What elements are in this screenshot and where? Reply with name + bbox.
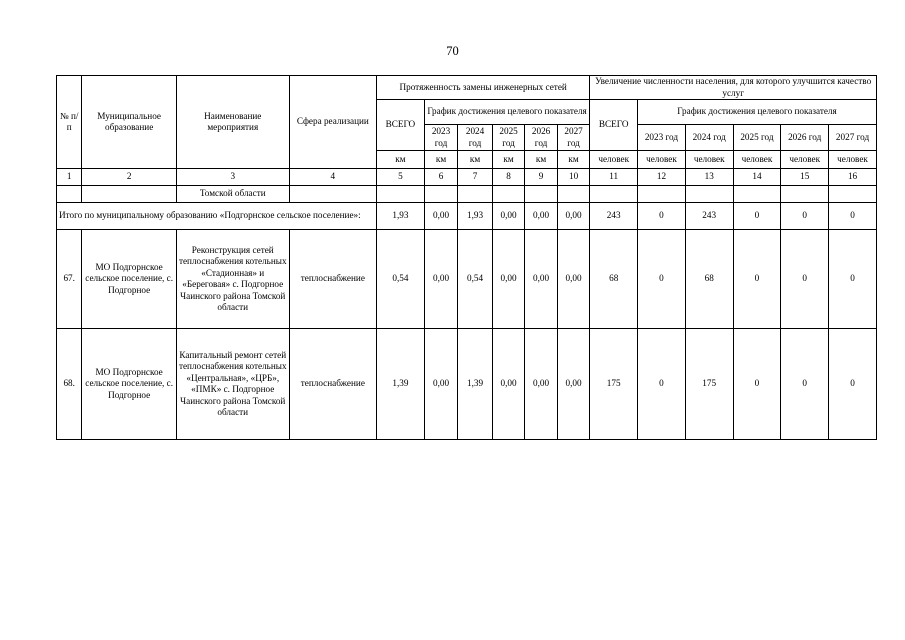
col-number: 11: [590, 169, 638, 186]
column-numbers-row: [57, 169, 877, 186]
row-value: 0,00: [525, 230, 558, 329]
col-number: 12: [638, 169, 686, 186]
col-number: 2: [82, 169, 176, 186]
unit-km: км: [424, 151, 458, 169]
header-population-group: Увеличение численности населения, для которого улучшится качество услуг: [590, 76, 877, 100]
subtotal-value: 243: [685, 203, 733, 230]
subtotal-value: 0: [829, 203, 877, 230]
header-measure: Наименование мероприятия: [176, 76, 289, 169]
unit-people: человек: [781, 151, 829, 169]
col-number: 16: [829, 169, 877, 186]
unit-people: человек: [685, 151, 733, 169]
subtotal-label: Итого по муниципальному образованию «Подгорнское сельское поселение»:: [57, 203, 377, 230]
row-value: 0,00: [424, 329, 458, 440]
subtotal-value: 1,93: [377, 203, 425, 230]
unit-km: км: [492, 151, 525, 169]
header-km-year: 2023 год: [424, 125, 458, 151]
continuation-row: [57, 186, 877, 203]
col-number: 13: [685, 169, 733, 186]
col-number: 8: [492, 169, 525, 186]
col-number: 10: [557, 169, 590, 186]
row-value: 0,00: [557, 230, 590, 329]
unit-people: человек: [590, 151, 638, 169]
subtotal-value: 1,93: [458, 203, 493, 230]
subtotal-value: 0,00: [525, 203, 558, 230]
unit-km: км: [557, 151, 590, 169]
header-km-schedule: График достижения целевого показателя: [424, 100, 590, 125]
header-people-schedule: График достижения целевого показателя: [638, 100, 877, 125]
row-value: 1,39: [458, 329, 493, 440]
row-value: 175: [685, 329, 733, 440]
col-number: 14: [733, 169, 781, 186]
row-municipality: МО Подгорнское сельское поселение, с. Подгорное: [82, 329, 176, 440]
row-sphere: теплоснабжение: [289, 230, 376, 329]
header-people-year: 2023 год: [638, 125, 686, 151]
table-row: [57, 329, 877, 440]
row-value: 0: [733, 329, 781, 440]
col-number: 1: [57, 169, 82, 186]
header-people-total: ВСЕГО: [590, 100, 638, 151]
row-value: 0: [781, 230, 829, 329]
row-measure: Реконструкция сетей теплоснабжения котельных «Стадионная» и «Береговая» с. Подгорное Чаинского района Томской области: [176, 230, 289, 329]
header-km-year: 2027 год: [557, 125, 590, 151]
header-km-year: 2025 год: [492, 125, 525, 151]
col-number: 3: [176, 169, 289, 186]
row-value: 0: [638, 230, 686, 329]
row-sphere: теплоснабжение: [289, 329, 376, 440]
unit-people: человек: [638, 151, 686, 169]
header-people-year: 2026 год: [781, 125, 829, 151]
col-number: 6: [424, 169, 458, 186]
unit-km: км: [458, 151, 493, 169]
row-value: 68: [685, 230, 733, 329]
subtotal-value: 0: [638, 203, 686, 230]
page-number: 70: [446, 44, 459, 58]
row-number: 68.: [57, 329, 82, 440]
row-value: 68: [590, 230, 638, 329]
col-number: 5: [377, 169, 425, 186]
row-value: 0: [733, 230, 781, 329]
unit-km: км: [525, 151, 558, 169]
header-length-group: Протяженность замены инженерных сетей: [377, 76, 590, 100]
row-value: 0: [638, 329, 686, 440]
header-sphere: Сфера реализации: [289, 76, 376, 169]
header-people-year: 2027 год: [829, 125, 877, 151]
header-row-1: [57, 76, 877, 100]
row-value: 175: [590, 329, 638, 440]
header-km-total: ВСЕГО: [377, 100, 425, 151]
continuation-text: Томской области: [176, 186, 289, 203]
unit-people: человек: [733, 151, 781, 169]
subtotal-value: 243: [590, 203, 638, 230]
row-value: 0,54: [458, 230, 493, 329]
subtotal-value: 0,00: [492, 203, 525, 230]
header-km-year: 2024 год: [458, 125, 493, 151]
row-value: 0,00: [492, 230, 525, 329]
header-municipality: Муниципальное образование: [82, 76, 176, 169]
header-km-year: 2026 год: [525, 125, 558, 151]
row-value: 0,00: [525, 329, 558, 440]
row-municipality: МО Подгорнское сельское поселение, с. Подгорное: [82, 230, 176, 329]
row-measure: Капитальный ремонт сетей теплоснабжения котельных «Центральная», «ЦРБ», «ПМК» с. Подгорное Чаинского района Томской области: [176, 329, 289, 440]
header-people-year: 2025 год: [733, 125, 781, 151]
row-value: 0: [781, 329, 829, 440]
subtotal-value: 0: [781, 203, 829, 230]
col-number: 15: [781, 169, 829, 186]
header-num: № п/п: [57, 76, 82, 169]
row-value: 1,39: [377, 329, 425, 440]
subtotal-row: [57, 203, 877, 230]
subtotal-value: 0,00: [424, 203, 458, 230]
subtotal-value: 0: [733, 203, 781, 230]
row-value: 0,54: [377, 230, 425, 329]
row-value: 0,00: [492, 329, 525, 440]
row-value: 0,00: [557, 329, 590, 440]
row-number: 67.: [57, 230, 82, 329]
subtotal-value: 0,00: [557, 203, 590, 230]
header-people-year: 2024 год: [685, 125, 733, 151]
row-value: 0,00: [424, 230, 458, 329]
col-number: 4: [289, 169, 376, 186]
plan-table: [56, 75, 877, 440]
table-row: [57, 230, 877, 329]
unit-people: человек: [829, 151, 877, 169]
col-number: 7: [458, 169, 493, 186]
row-value: 0: [829, 329, 877, 440]
col-number: 9: [525, 169, 558, 186]
row-value: 0: [829, 230, 877, 329]
unit-km: км: [377, 151, 425, 169]
